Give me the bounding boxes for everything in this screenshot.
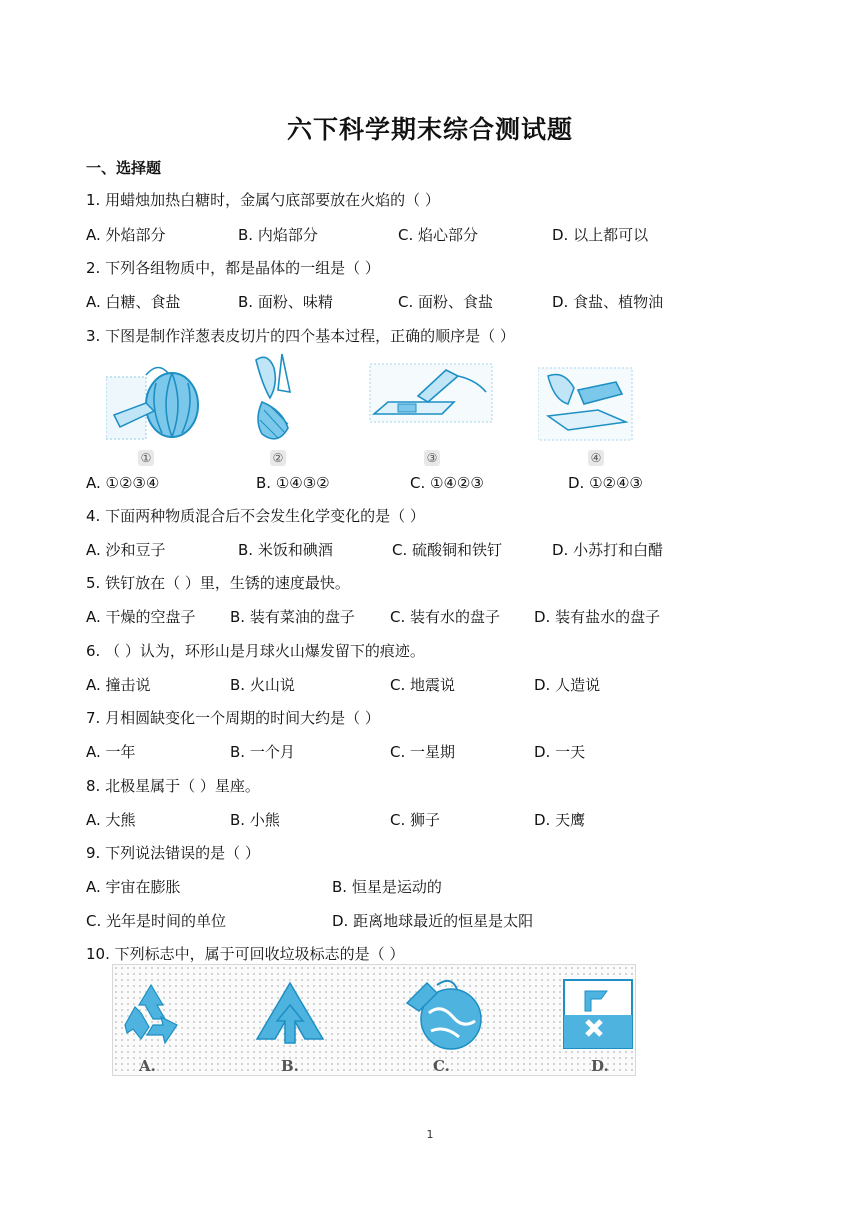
- image-label-1: ①: [138, 450, 154, 466]
- q6-option-d: D. 人造说: [534, 676, 601, 694]
- question-7: 7. 月相圆缺变化一个周期的时间大约是（ ）: [86, 709, 380, 727]
- globe-sign-icon: [397, 973, 493, 1053]
- question-10: 10. 下列标志中，属于可回收垃圾标志的是（ ）: [86, 945, 405, 963]
- q9-option-b: B. 恒星是运动的: [332, 878, 442, 896]
- q6-option-a: A. 撞击说: [86, 676, 151, 694]
- q6-option-c: C. 地震说: [390, 676, 456, 694]
- q7-option-b: B. 一个月: [230, 743, 295, 761]
- q1-option-c: C. 焰心部分: [398, 226, 479, 244]
- q8-option-b: B. 小熊: [230, 811, 280, 829]
- square-sign-icon: [561, 977, 635, 1051]
- question-1: 1. 用蜡烛加热白糖时，金属勺底部要放在火焰的（ ）: [86, 191, 440, 209]
- q5-option-d: D. 装有盐水的盘子: [534, 608, 661, 626]
- sign-label-c: C.: [433, 1057, 450, 1075]
- q3-option-b: B. ①④③②: [256, 474, 330, 492]
- q5-option-a: A. 干燥的空盘子: [86, 608, 196, 626]
- q5-option-c: C. 装有水的盘子: [390, 608, 501, 626]
- q7-option-a: A. 一年: [86, 743, 136, 761]
- section-heading: 一、选择题: [86, 159, 162, 177]
- q1-option-b: B. 内焰部分: [238, 226, 318, 244]
- sign-label-a: A.: [139, 1057, 156, 1075]
- q3-option-a: A. ①②③④: [86, 474, 160, 492]
- sign-label-b: B.: [281, 1057, 299, 1075]
- q7-option-c: C. 一星期: [390, 743, 456, 761]
- triangle-arrow-sign-icon: [253, 979, 327, 1047]
- q3-option-c: C. ①④②③: [410, 474, 484, 492]
- q1-option-d: D. 以上都可以: [552, 226, 649, 244]
- image-label-3: ③: [424, 450, 440, 466]
- image-label-4: ④: [588, 450, 604, 466]
- question-4: 4. 下面两种物质混合后不会发生化学变化的是（ ）: [86, 507, 425, 525]
- q6-option-b: B. 火山说: [230, 676, 295, 694]
- q4-option-b: B. 米饭和碘酒: [238, 541, 333, 559]
- recycle-sign-icon: [119, 981, 183, 1045]
- q4-option-d: D. 小苏打和白醋: [552, 541, 664, 559]
- onion-peel-illustration-1: [106, 355, 202, 445]
- q8-option-d: D. 天鹰: [534, 811, 586, 829]
- q2-option-b: B. 面粉、味精: [238, 293, 333, 311]
- q2-option-d: D. 食盐、植物油: [552, 293, 664, 311]
- q9-option-d: D. 距离地球最近的恒星是太阳: [332, 912, 534, 930]
- question-5: 5. 铁钉放在（ ）里，生锈的速度最快。: [86, 574, 350, 592]
- question-6: 6. （ ）认为，环形山是月球火山爆发留下的痕迹。: [86, 642, 425, 660]
- question-2: 2. 下列各组物质中，都是晶体的一组是（ ）: [86, 259, 380, 277]
- q8-option-c: C. 狮子: [390, 811, 441, 829]
- q9-option-a: A. 宇宙在膨胀: [86, 878, 181, 896]
- q8-option-a: A. 大熊: [86, 811, 136, 829]
- q2-option-c: C. 面粉、食盐: [398, 293, 494, 311]
- q2-option-a: A. 白糖、食盐: [86, 293, 181, 311]
- q4-option-a: A. 沙和豆子: [86, 541, 166, 559]
- q7-option-d: D. 一天: [534, 743, 586, 761]
- onion-peel-illustration-3: [368, 362, 494, 424]
- page-number: 1: [426, 1128, 434, 1141]
- question-9: 9. 下列说法错误的是（ ）: [86, 844, 260, 862]
- q9-option-c: C. 光年是时间的单位: [86, 912, 227, 930]
- q1-option-a: A. 外焰部分: [86, 226, 166, 244]
- onion-peel-illustration-4: [538, 364, 634, 444]
- q5-option-b: B. 装有菜油的盘子: [230, 608, 355, 626]
- question-8: 8. 北极星属于（ ）星座。: [86, 777, 260, 795]
- question-3: 3. 下图是制作洋葱表皮切片的四个基本过程，正确的顺序是（ ）: [86, 327, 515, 345]
- onion-peel-illustration-2: [248, 350, 310, 446]
- page-title: 六下科学期末综合测试题: [286, 115, 573, 144]
- q4-option-c: C. 硫酸铜和铁钉: [392, 541, 503, 559]
- recycling-signs-panel: [112, 964, 636, 1076]
- sign-label-d: D.: [591, 1057, 609, 1075]
- q3-option-d: D. ①②④③: [568, 474, 643, 492]
- image-label-2: ②: [270, 450, 286, 466]
